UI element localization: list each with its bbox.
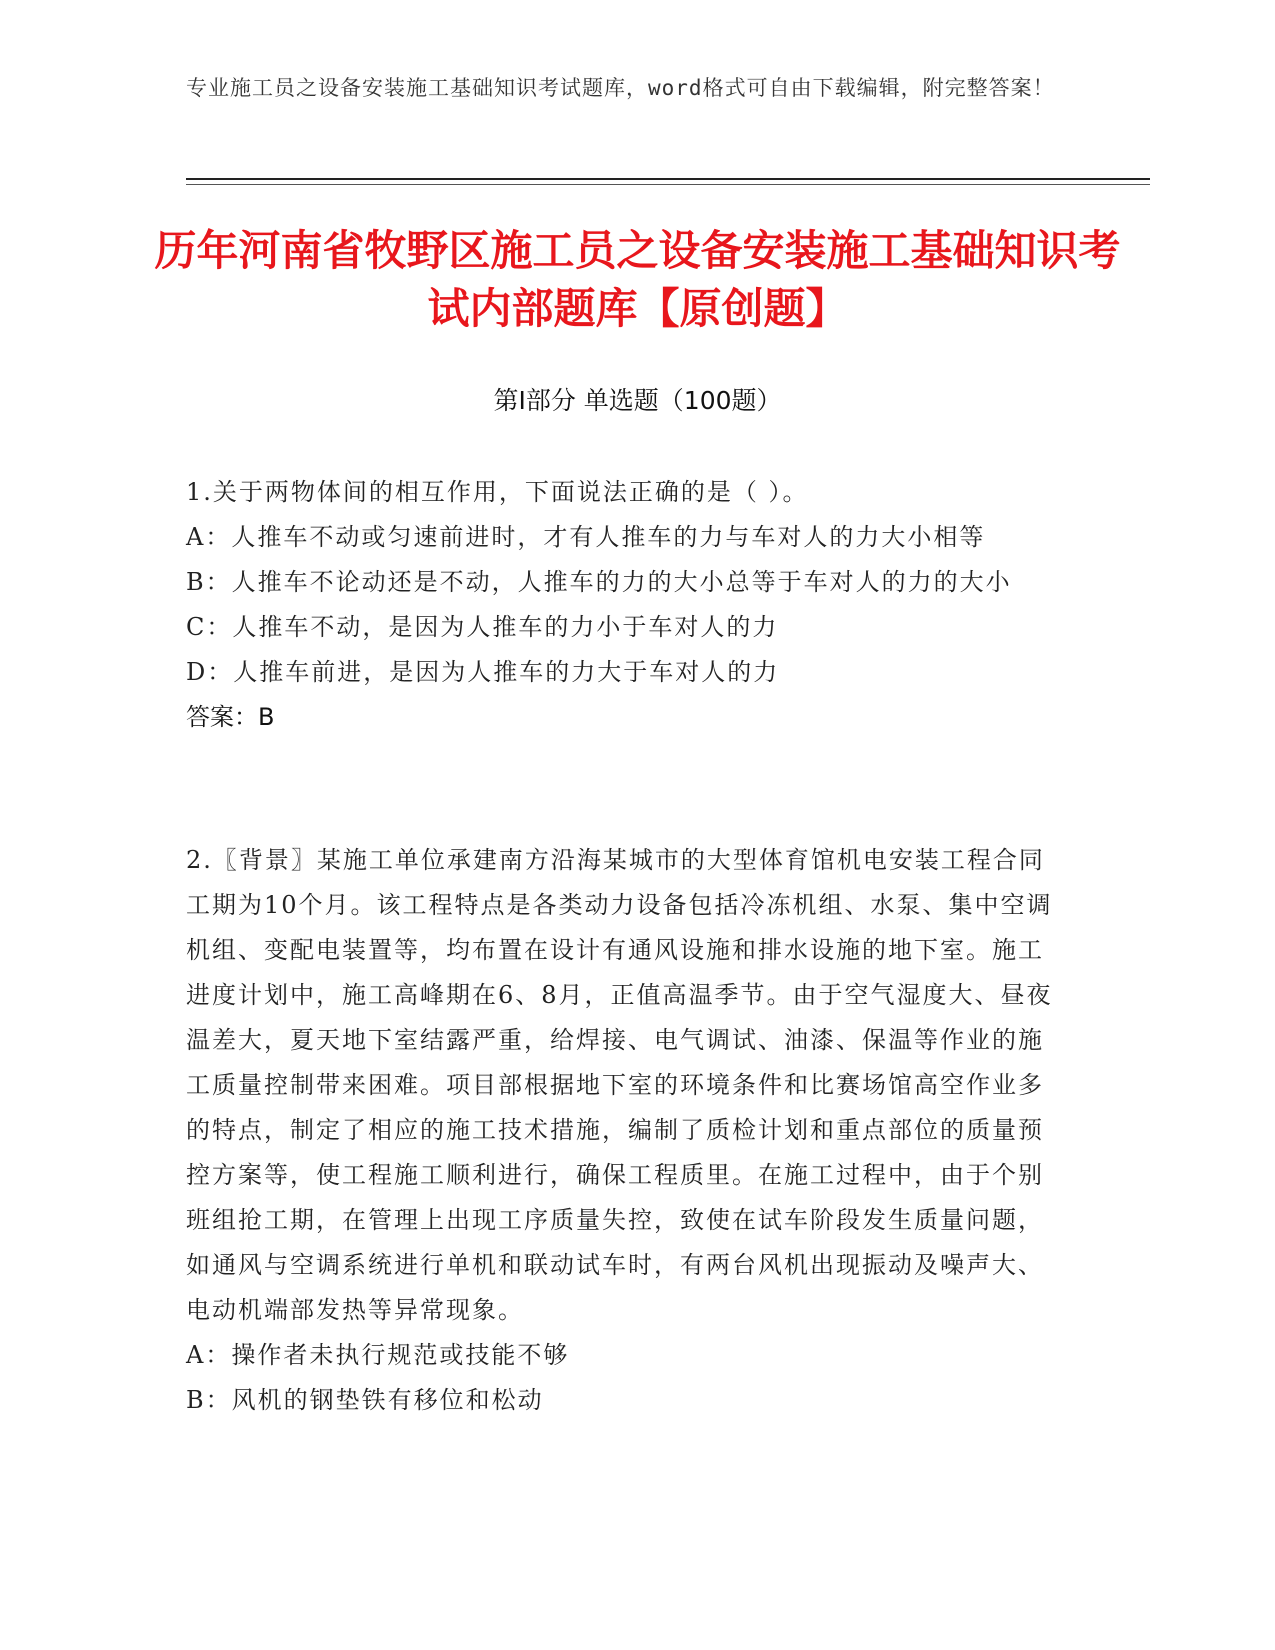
option-c: C：人推车不动，是因为人推车的力小于车对人的力 xyxy=(186,613,779,641)
question-stem: 2.〖背景〗某施工单位承建南方沿海某城市的大型体育馆机电安装工程合同工期为10个月。该工程特点是各类动力设备包括冷冻机组、水泵、集中空调机组、变配电装置等，均布置在设计有通风设施和排水设施的地下室。施工进度计划中，施工高峰期在6、8月，正值高温季节。由于空气湿度大、昼夜温差大，夏天地下室结露严重，给焊接、电气调试、油漆、保温等作业的施工质量控制带来困难。项目部根据地下室的环境条件和比赛场馆高空作业多的特点，制定了相应的施工技术措施，编制了质检计划和重点部位的质量预控方案等，使工程施工顺利进行，确保工程质里。在施工过程中，由于个别班组抢工期，在管理上出现工序质量失控，致使在试车阶段发生质量问题，如通风与空调系统进行单机和联动试车时，有两台风机出现振动及噪声大、电动机端部发热等异常现象。 xyxy=(186,846,1053,1324)
option-a: A：人推车不动或匀速前进时，才有人推车的力与车对人的力大小相等 xyxy=(186,523,986,551)
question-1 xyxy=(186,470,1066,740)
question-2 xyxy=(186,838,1066,1423)
answer: 答案：B xyxy=(186,703,275,731)
header-divider-thick xyxy=(186,178,1150,180)
option-a: A：操作者未执行规范或技能不够 xyxy=(186,1341,570,1369)
header-divider-thin xyxy=(186,184,1150,185)
option-b: B：人推车不论动还是不动，人推车的力的大小总等于车对人的力的大小 xyxy=(186,568,1012,596)
question-stem: 1.关于两物体间的相互作用，下面说法正确的是（ ）。 xyxy=(186,478,809,506)
option-b: B：风机的钢垫铁有移位和松动 xyxy=(186,1386,544,1414)
option-d: D：人推车前进，是因为人推车的力大于车对人的力 xyxy=(186,658,780,686)
section-title: 第Ⅰ部分 单选题（100题） xyxy=(493,386,782,415)
header-note: 专业施工员之设备安装施工基础知识考试题库，word格式可自由下载编辑，附完整答案！ xyxy=(186,76,1055,100)
document-title: 历年河南省牧野区施工员之设备安装施工基础知识考试内部题库【原创题】 xyxy=(154,226,1121,333)
